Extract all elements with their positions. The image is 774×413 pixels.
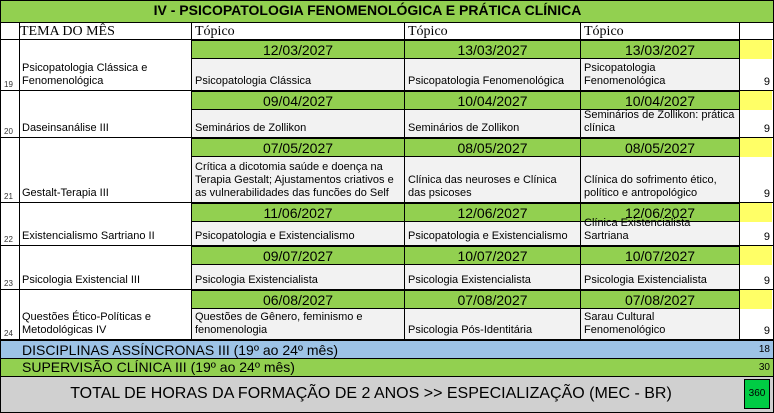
- session-date: 12/06/2027: [405, 203, 580, 222]
- supervision-label: SUPERVISÃO CLÍNICA III (19º ao 24º mês): [22, 359, 295, 375]
- session-date: 09/04/2027: [192, 91, 404, 110]
- month-theme-text: Questões Ético-Políticas e Metodológicas IV: [22, 311, 152, 336]
- session-topic-text: Psicopatologia Clássica: [195, 75, 312, 87]
- session-topic-text: Clínica das neuroses e Clínica das psicoses: [408, 174, 557, 199]
- session-date: 06/08/2027: [192, 290, 404, 309]
- month-theme-text: Gestalt-Terapia III: [22, 187, 109, 199]
- session-date: 12/06/2027: [581, 203, 739, 222]
- session-topic-text: Psicopatologia Fenomenológica: [584, 62, 666, 87]
- session-date: 07/08/2027: [581, 290, 739, 309]
- row-number: 22: [4, 235, 13, 244]
- session-topic-text: Clínica Existencialista Sartriana: [584, 217, 691, 242]
- row-hours: 9: [763, 188, 770, 200]
- supervision-hours: 30: [758, 362, 770, 373]
- session-topic-text: Questões de Gênero, feminismo e fenomenologia: [195, 311, 363, 336]
- async-label: DISCIPLINAS ASSÍNCRONAS III (19º ao 24º mês): [22, 342, 338, 358]
- row-hours: 9: [763, 76, 770, 88]
- session-date: 10/07/2027: [581, 246, 739, 265]
- month-theme-text: Existencialismo Sartriano II: [22, 230, 155, 242]
- session-date: 10/04/2027: [405, 91, 580, 110]
- session-date: 09/07/2027: [192, 246, 404, 265]
- total-label: TOTAL DE HORAS DA FORMAÇÃO DE 2 ANOS >> ESPECIALIZAÇÃO (MEC - BR): [70, 385, 672, 402]
- session-topic-text: Sarau Cultural Fenomenológico: [584, 311, 666, 336]
- session-topic-text: Psicologia Pós-Identitária: [408, 324, 533, 336]
- session-topic-text: Psicologia Existencialista: [584, 274, 707, 286]
- column-topic-2: Tópico: [408, 24, 448, 39]
- row-number: 19: [4, 80, 13, 89]
- async-hours: 18: [758, 344, 770, 355]
- session-date: 07/05/2027: [192, 138, 404, 157]
- session-topic-text: Psicopatologia e Existencialismo: [408, 230, 568, 242]
- session-topic-text: Psicopatologia Fenomenológica: [408, 75, 564, 87]
- session-date: 08/05/2027: [405, 138, 580, 157]
- session-topic-text: Seminários de Zollikon: [408, 122, 520, 134]
- column-theme: TEMA DO MÊS: [20, 24, 115, 39]
- section-title: IV - PSICOPATOLOGIA FENOMENOLÓGICA E PRÁTICA CLÍNICA: [153, 2, 582, 18]
- column-topic-1: Tópico: [195, 24, 235, 39]
- month-theme-text: Daseinsanálise III: [22, 122, 109, 134]
- column-topic-3: Tópico: [584, 24, 624, 39]
- row-number: 23: [4, 279, 13, 288]
- session-date: 13/03/2027: [581, 40, 739, 59]
- session-date: 11/06/2027: [192, 203, 404, 222]
- session-topic-text: Crítica a dicotomia saúde e doença na Terapia Gestalt; Ajustamentos criativos e as vulnerabilidades das funcões do Self: [195, 161, 394, 199]
- row-hours: 9: [763, 275, 770, 287]
- session-date: 13/03/2027: [405, 40, 580, 59]
- row-hours: 9: [763, 123, 770, 135]
- session-date: 07/08/2027: [405, 290, 580, 309]
- row-hours: 9: [763, 231, 770, 243]
- row-number: 20: [4, 127, 13, 136]
- session-topic-text: Psicologia Existencialista: [195, 274, 318, 286]
- row-hours: 9: [763, 325, 770, 337]
- row-number: 21: [4, 192, 13, 201]
- month-theme-text: Psicopatologia Clássica e Fenomenológica: [22, 62, 148, 87]
- session-date: 10/04/2027: [581, 91, 739, 110]
- row-number: 24: [4, 329, 13, 338]
- session-topic-text: Psicologia Existencialista: [408, 274, 531, 286]
- session-date: 12/03/2027: [192, 40, 404, 59]
- session-date: 08/05/2027: [581, 138, 739, 157]
- session-topic-text: Psicopatologia e Existencialismo: [195, 230, 355, 242]
- session-topic-text: Seminários de Zollikon: [195, 122, 307, 134]
- month-theme-text: Psicologia Existencial III: [22, 274, 140, 286]
- total-hours-value: 360: [748, 388, 766, 399]
- session-topic-text: Seminários de Zollikon: prática clínica: [584, 109, 735, 134]
- session-date: 10/07/2027: [405, 246, 580, 265]
- session-topic-text: Clínica do sofrimento ético, político e antropológico: [584, 174, 717, 199]
